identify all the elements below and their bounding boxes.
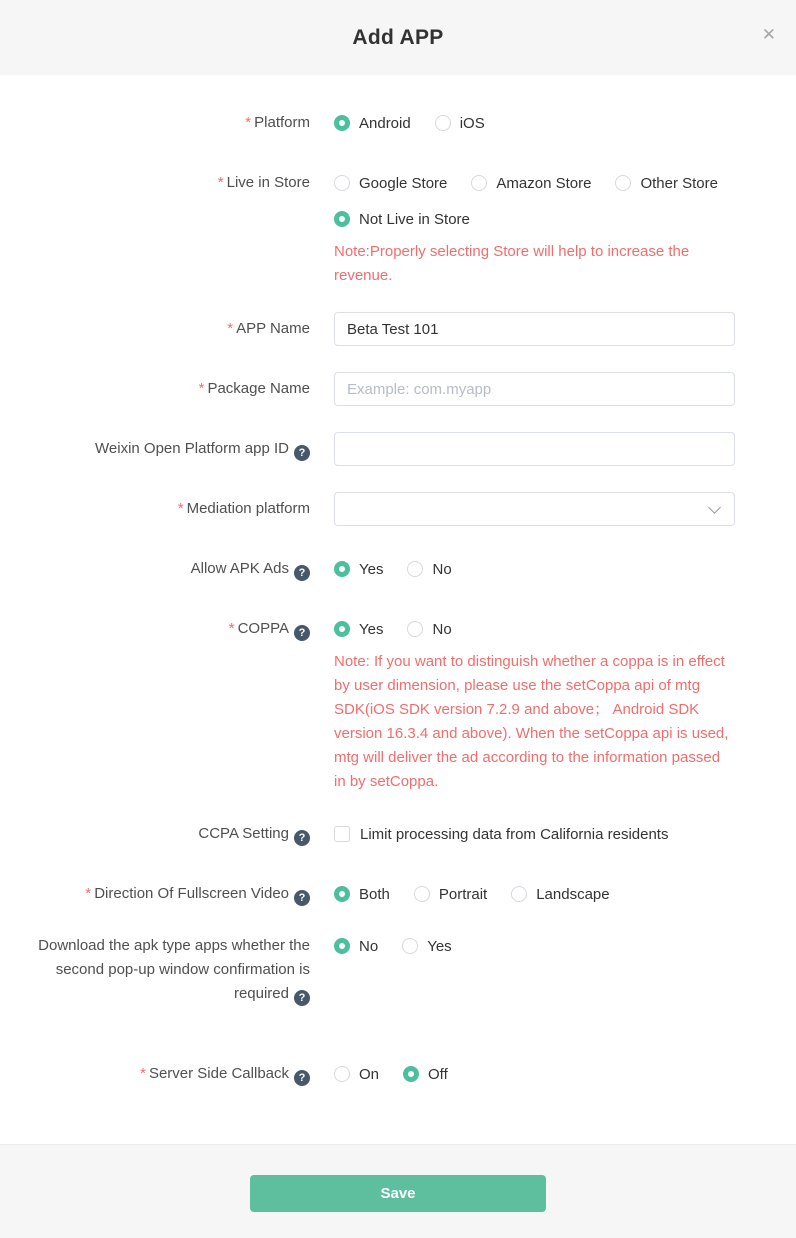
- download-apk-confirm-label: Download the apk type apps whether the second pop-up window confirmation is required ?: [38, 937, 310, 1004]
- form-row-server-side-callback: [0, 1062, 796, 1086]
- help-icon[interactable]: ?: [294, 890, 310, 906]
- store-note: Note:Properly selecting Store will help to increase the revenue.: [334, 243, 690, 284]
- radio-unselected-icon: [615, 175, 631, 191]
- platform-radio-android[interactable]: Android: [334, 115, 411, 132]
- form-row-package-name: [0, 372, 796, 406]
- form-row-ccpa-setting: [0, 822, 796, 846]
- radio-selected-icon: [334, 561, 350, 577]
- mediation-platform-label: * Mediation platform: [177, 500, 310, 517]
- radio-unselected-icon: [334, 175, 350, 191]
- radio-unselected-icon: [511, 886, 527, 902]
- required-star: *: [228, 620, 235, 637]
- app-name-label: * APP Name: [227, 320, 310, 337]
- radio-unselected-icon: [407, 561, 423, 577]
- required-star: *: [217, 174, 224, 191]
- chevron-down-icon: [708, 501, 721, 514]
- required-star: *: [140, 1065, 146, 1082]
- checkbox-unchecked-icon: [334, 826, 350, 842]
- close-icon[interactable]: ✕: [761, 25, 776, 44]
- store-radio-other[interactable]: Other Store: [615, 175, 718, 192]
- help-icon[interactable]: ?: [294, 625, 310, 641]
- mediation-platform-select[interactable]: [334, 492, 735, 526]
- form-row-live-in-store: [0, 171, 796, 288]
- live-in-store-label: * Live in Store: [217, 174, 310, 191]
- weixin-app-id-input[interactable]: [334, 432, 735, 466]
- allow-apk-ads-label: Allow APK Ads ?: [0, 557, 310, 581]
- direction-radio-both[interactable]: Both: [334, 886, 390, 903]
- coppa-radio-no[interactable]: No: [407, 621, 451, 638]
- dialog-title: Add APP: [352, 25, 444, 49]
- radio-selected-icon: [334, 621, 350, 637]
- server-callback-radio-off[interactable]: Off: [403, 1066, 448, 1083]
- download-confirm-radio-no[interactable]: No: [334, 938, 378, 955]
- radio-unselected-icon: [402, 938, 418, 954]
- help-icon[interactable]: ?: [294, 445, 310, 461]
- allow-apk-ads-radio-yes[interactable]: Yes: [334, 561, 383, 578]
- radio-unselected-icon: [334, 1066, 350, 1082]
- form-row-direction-fullscreen-video: [0, 882, 796, 906]
- help-icon[interactable]: ?: [294, 565, 310, 581]
- ccpa-checkbox-option[interactable]: Limit processing data from California residents: [334, 822, 735, 846]
- radio-selected-icon: [334, 938, 350, 954]
- help-icon[interactable]: ?: [294, 990, 310, 1006]
- server-callback-radio-on[interactable]: On: [334, 1066, 379, 1083]
- required-star: *: [245, 114, 252, 131]
- form-row-download-apk-confirm: [0, 934, 796, 1006]
- radio-selected-icon: [403, 1066, 419, 1082]
- radio-selected-icon: [334, 886, 350, 902]
- coppa-note: Note: If you want to distinguish whether a coppa is in effect by user dimension, please use the setCoppa api of mtg SDK(iOS SDK version 7.2.9 and above； Android SDK version 16.3.4 and above). When the setCoppa api is used, mtg will deliver the ad according to the information passed in by setCoppa.: [334, 653, 729, 790]
- radio-unselected-icon: [471, 175, 487, 191]
- required-star: *: [198, 380, 205, 397]
- help-icon[interactable]: ?: [294, 830, 310, 846]
- form-row-coppa: [0, 617, 796, 794]
- form-row-weixin-app-id: [0, 432, 796, 466]
- save-button[interactable]: Save: [250, 1175, 546, 1212]
- radio-unselected-icon: [407, 621, 423, 637]
- ccpa-setting-label: CCPA Setting ?: [0, 822, 310, 846]
- required-star: *: [227, 320, 234, 337]
- direction-radio-landscape[interactable]: Landscape: [511, 886, 609, 903]
- server-side-callback-label: * Server Side Callback ?: [0, 1062, 310, 1086]
- dialog-footer: [0, 1144, 796, 1238]
- weixin-app-id-label: Weixin Open Platform app ID ?: [0, 432, 310, 466]
- form-row-allow-apk-ads: [0, 557, 796, 581]
- download-confirm-radio-yes[interactable]: Yes: [402, 938, 451, 955]
- package-name-label: * Package Name: [198, 380, 310, 397]
- dialog-header: [0, 0, 796, 75]
- radio-unselected-icon: [414, 886, 430, 902]
- dialog-body: [0, 75, 796, 1144]
- form-row-app-name: [0, 312, 796, 346]
- help-icon[interactable]: ?: [294, 1070, 310, 1086]
- store-radio-amazon[interactable]: Amazon Store: [471, 175, 591, 192]
- direction-fullscreen-video-label: * Direction Of Fullscreen Video ?: [0, 882, 310, 906]
- form-row-mediation-platform: [0, 492, 796, 526]
- package-name-input[interactable]: [334, 372, 735, 406]
- platform-radio-ios[interactable]: iOS: [435, 115, 485, 132]
- allow-apk-ads-radio-no[interactable]: No: [407, 561, 451, 578]
- required-star: *: [177, 500, 184, 517]
- direction-radio-portrait[interactable]: Portrait: [414, 886, 487, 903]
- app-name-input[interactable]: [334, 312, 735, 346]
- radio-selected-icon: [334, 115, 350, 131]
- required-star: *: [85, 885, 92, 902]
- radio-selected-icon: [334, 211, 350, 227]
- platform-label: * Platform: [245, 114, 310, 131]
- form-row-platform: [0, 111, 796, 135]
- coppa-radio-yes[interactable]: Yes: [334, 621, 383, 638]
- store-radio-not-live[interactable]: Not Live in Store: [334, 211, 470, 228]
- radio-unselected-icon: [435, 115, 451, 131]
- coppa-label: * COPPA ?: [0, 617, 310, 641]
- store-radio-google[interactable]: Google Store: [334, 175, 447, 192]
